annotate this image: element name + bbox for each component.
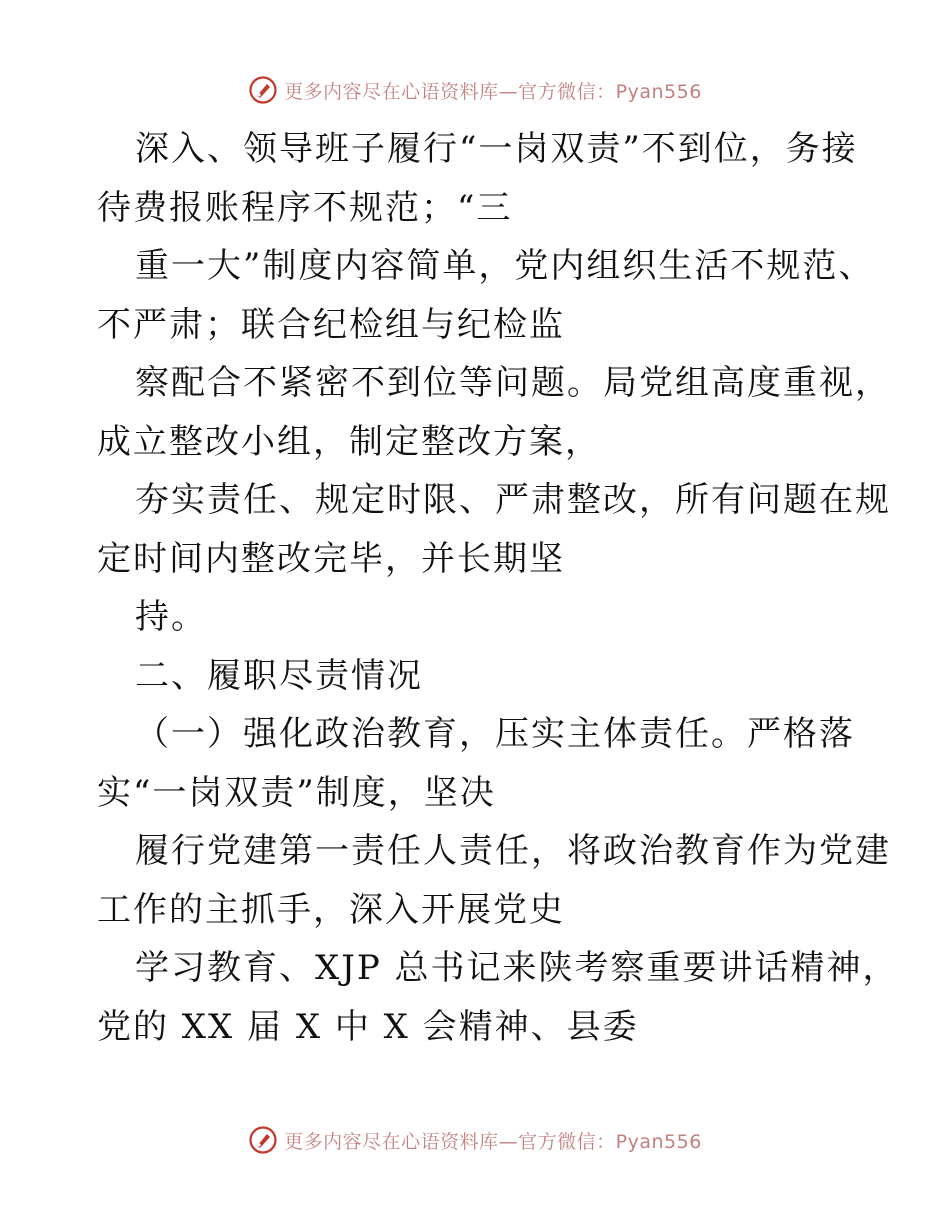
text-line: 履行党建第一责任人责任，将政治教育作为党建 (135, 831, 891, 871)
watermark-header (0, 70, 950, 110)
text-line: 察配合不紧密不到位等问题。局党组高度重视， (135, 363, 891, 403)
text-line: 待费报账程序不规范；“三 (97, 187, 513, 228)
watermark-footer (0, 1120, 950, 1160)
text-line: 学习教育、XJP 总书记来陕考察重要讲话精神， (135, 948, 899, 988)
pen-nib-circle-icon (248, 1125, 278, 1155)
text-line: 成立整改小组，制定整改方案， (97, 421, 601, 462)
text-line: 夯实责任、规定时限、严肃整改，所有问题在规 (135, 480, 891, 520)
text-line: 重一大”制度内容简单，党内组织生活不规范、 (135, 246, 875, 286)
text-line: （一）强化政治教育，压实主体责任。严格落 (135, 714, 855, 754)
text-line: 深入、领导班子履行“一岗双责”不到位，务接 (135, 129, 858, 169)
watermark-text: 更多内容尽在心语资料库—官方微信：Pyan556 (284, 80, 702, 103)
text-line: 党的 XX 届 X 中 X 会精神、县委 (97, 1006, 639, 1047)
text-line: 工作的主抓手，深入开展党史 (97, 889, 565, 930)
text-line: 实“一岗双责”制度，坚决 (97, 772, 496, 813)
pen-nib-circle-icon (248, 75, 278, 105)
text-line: 持。 (135, 597, 207, 637)
text-line: 定时间内整改完毕，并长期坚 (97, 538, 565, 579)
document-body (97, 120, 899, 1056)
section-heading: 二、履职尽责情况 (135, 655, 423, 696)
text-line: 不严肃；联合纪检组与纪检监 (97, 304, 565, 345)
watermark-text: 更多内容尽在心语资料库—官方微信：Pyan556 (284, 1130, 702, 1153)
